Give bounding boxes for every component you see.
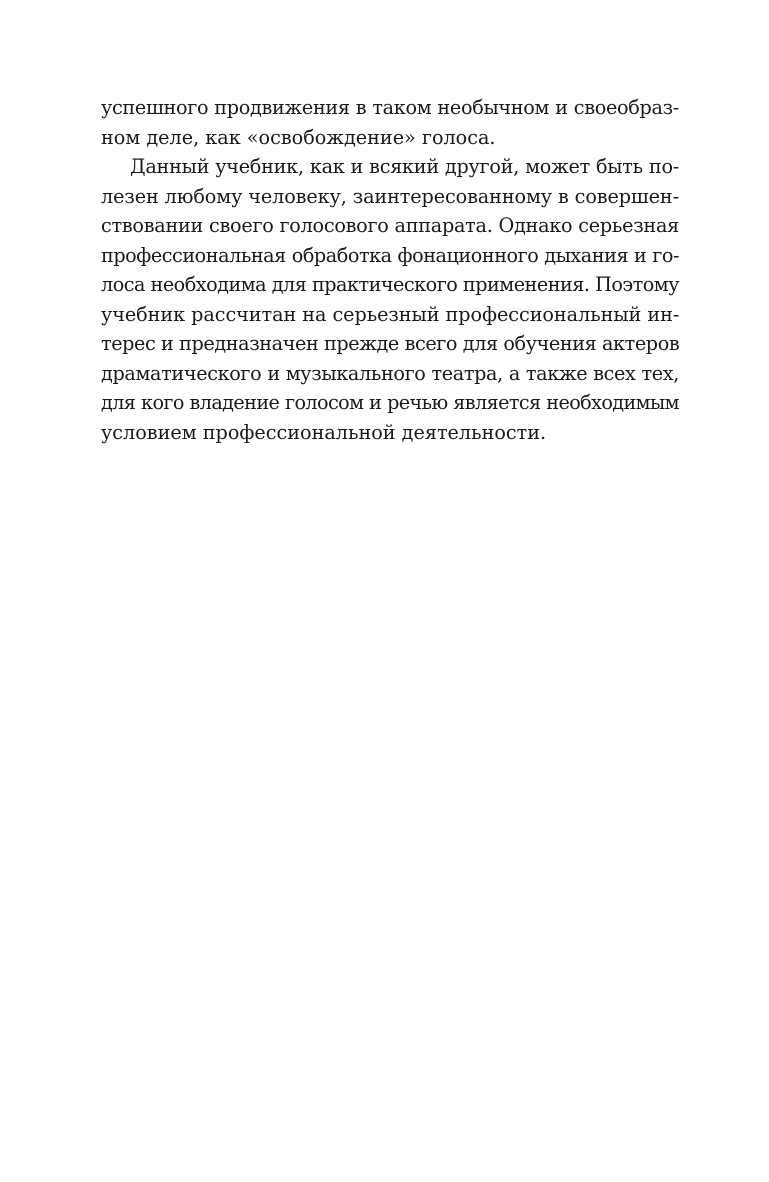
text-line: условием профессиональной деятельности. [101, 420, 547, 444]
paragraph-continuation [101, 93, 679, 152]
text-line: драматического и музыкального театра, а также всех тех, [101, 361, 679, 385]
text-line: учебник рассчитан на серьезный профессиональный ин- [101, 302, 680, 326]
text-line: успешного продвижения в таком необычном и своеобраз- [101, 96, 679, 119]
text-line: лоса необходима для практического применения. Поэтому [101, 273, 679, 296]
text-line: ном деле, как «освобождение» голоса. [101, 125, 496, 149]
body-text [101, 93, 679, 447]
paragraph-textbook-purpose [101, 152, 679, 447]
text-line: лезен любому человеку, заинтересованному в совершен- [101, 184, 679, 208]
text-line: профессиональная обработка фонационного дыхания и го- [101, 243, 679, 267]
text-line: Данный учебник, как и всякий другой, может быть по- [130, 155, 679, 178]
text-line: ствовании своего голосового аппарата. Однако серьезная [101, 214, 679, 237]
text-line: для кого владение голосом и речью является необходимым [101, 391, 679, 414]
text-line: терес и предназначен прежде всего для обучения актеров [101, 332, 680, 355]
